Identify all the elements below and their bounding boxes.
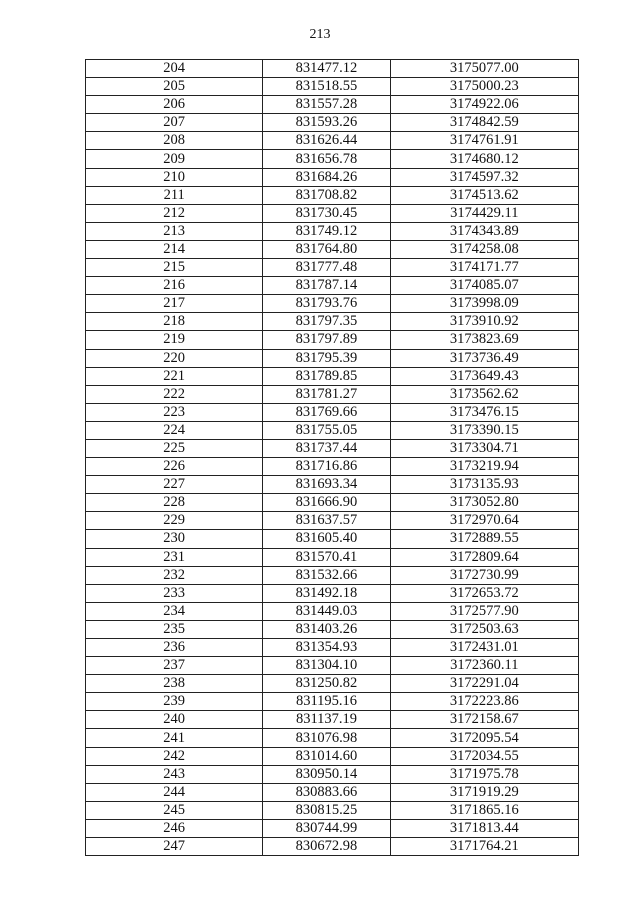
point-number-cell: 240 (86, 711, 263, 729)
table-row (86, 476, 579, 494)
y-coordinate-cell: 3173998.09 (390, 295, 578, 313)
x-coordinate-cell: 831755.05 (263, 421, 390, 439)
table-row (86, 747, 579, 765)
table-row (86, 78, 579, 96)
y-coordinate-cell: 3174597.32 (390, 168, 578, 186)
table-row (86, 60, 579, 78)
y-coordinate-cell: 3172431.01 (390, 639, 578, 657)
table-row (86, 657, 579, 675)
table-row (86, 421, 579, 439)
point-number-cell: 230 (86, 530, 263, 548)
y-coordinate-cell: 3172503.63 (390, 620, 578, 638)
table-row (86, 349, 579, 367)
x-coordinate-cell: 831787.14 (263, 277, 390, 295)
table-row (86, 114, 579, 132)
x-coordinate-cell: 831518.55 (263, 78, 390, 96)
point-number-cell: 227 (86, 476, 263, 494)
point-number-cell: 219 (86, 331, 263, 349)
table-row (86, 132, 579, 150)
x-coordinate-cell: 831605.40 (263, 530, 390, 548)
table-row (86, 222, 579, 240)
y-coordinate-cell: 3173135.93 (390, 476, 578, 494)
x-coordinate-cell: 831492.18 (263, 584, 390, 602)
x-coordinate-cell: 831777.48 (263, 259, 390, 277)
point-number-cell: 223 (86, 403, 263, 421)
y-coordinate-cell: 3172034.55 (390, 747, 578, 765)
point-number-cell: 211 (86, 186, 263, 204)
y-coordinate-cell: 3173910.92 (390, 313, 578, 331)
y-coordinate-cell: 3174761.91 (390, 132, 578, 150)
table-row (86, 204, 579, 222)
y-coordinate-cell: 3172809.64 (390, 548, 578, 566)
point-number-cell: 224 (86, 421, 263, 439)
table-row (86, 313, 579, 331)
table-row (86, 403, 579, 421)
x-coordinate-cell: 831626.44 (263, 132, 390, 150)
y-coordinate-cell: 3171813.44 (390, 819, 578, 837)
y-coordinate-cell: 3172291.04 (390, 675, 578, 693)
table-row (86, 458, 579, 476)
table-row (86, 675, 579, 693)
y-coordinate-cell: 3174842.59 (390, 114, 578, 132)
y-coordinate-cell: 3173736.49 (390, 349, 578, 367)
x-coordinate-cell: 831749.12 (263, 222, 390, 240)
point-number-cell: 244 (86, 783, 263, 801)
y-coordinate-cell: 3174258.08 (390, 240, 578, 258)
y-coordinate-cell: 3173562.62 (390, 385, 578, 403)
x-coordinate-cell: 831781.27 (263, 385, 390, 403)
table-row (86, 783, 579, 801)
table-row (86, 331, 579, 349)
y-coordinate-cell: 3173052.80 (390, 494, 578, 512)
x-coordinate-cell: 831076.98 (263, 729, 390, 747)
x-coordinate-cell: 831737.44 (263, 439, 390, 457)
x-coordinate-cell: 831477.12 (263, 60, 390, 78)
x-coordinate-cell: 830672.98 (263, 838, 390, 856)
x-coordinate-cell: 831730.45 (263, 204, 390, 222)
x-coordinate-cell: 831557.28 (263, 96, 390, 114)
x-coordinate-cell: 830815.25 (263, 801, 390, 819)
y-coordinate-cell: 3174922.06 (390, 96, 578, 114)
point-number-cell: 236 (86, 639, 263, 657)
point-number-cell: 232 (86, 566, 263, 584)
table-row (86, 566, 579, 584)
y-coordinate-cell: 3173219.94 (390, 458, 578, 476)
coordinates-table (85, 59, 579, 856)
x-coordinate-cell: 831789.85 (263, 367, 390, 385)
point-number-cell: 205 (86, 78, 263, 96)
point-number-cell: 218 (86, 313, 263, 331)
x-coordinate-cell: 831195.16 (263, 693, 390, 711)
table-row (86, 295, 579, 313)
y-coordinate-cell: 3173390.15 (390, 421, 578, 439)
x-coordinate-cell: 831764.80 (263, 240, 390, 258)
y-coordinate-cell: 3172095.54 (390, 729, 578, 747)
point-number-cell: 221 (86, 367, 263, 385)
point-number-cell: 210 (86, 168, 263, 186)
x-coordinate-cell: 830883.66 (263, 783, 390, 801)
y-coordinate-cell: 3171764.21 (390, 838, 578, 856)
table-row (86, 729, 579, 747)
y-coordinate-cell: 3172158.67 (390, 711, 578, 729)
y-coordinate-cell: 3171865.16 (390, 801, 578, 819)
table-row (86, 494, 579, 512)
x-coordinate-cell: 831570.41 (263, 548, 390, 566)
y-coordinate-cell: 3174680.12 (390, 150, 578, 168)
y-coordinate-cell: 3172223.86 (390, 693, 578, 711)
x-coordinate-cell: 831637.57 (263, 512, 390, 530)
y-coordinate-cell: 3172730.99 (390, 566, 578, 584)
coordinates-table-body (86, 60, 579, 856)
table-row (86, 693, 579, 711)
y-coordinate-cell: 3175000.23 (390, 78, 578, 96)
point-number-cell: 229 (86, 512, 263, 530)
y-coordinate-cell: 3173649.43 (390, 367, 578, 385)
point-number-cell: 231 (86, 548, 263, 566)
y-coordinate-cell: 3172889.55 (390, 530, 578, 548)
table-row (86, 639, 579, 657)
point-number-cell: 233 (86, 584, 263, 602)
point-number-cell: 212 (86, 204, 263, 222)
y-coordinate-cell: 3174085.07 (390, 277, 578, 295)
x-coordinate-cell: 831769.66 (263, 403, 390, 421)
x-coordinate-cell: 831250.82 (263, 675, 390, 693)
table-row (86, 277, 579, 295)
point-number-cell: 228 (86, 494, 263, 512)
x-coordinate-cell: 831656.78 (263, 150, 390, 168)
table-row (86, 801, 579, 819)
table-row (86, 620, 579, 638)
y-coordinate-cell: 3174171.77 (390, 259, 578, 277)
y-coordinate-cell: 3173823.69 (390, 331, 578, 349)
x-coordinate-cell: 830950.14 (263, 765, 390, 783)
y-coordinate-cell: 3173304.71 (390, 439, 578, 457)
x-coordinate-cell: 830744.99 (263, 819, 390, 837)
point-number-cell: 204 (86, 60, 263, 78)
table-row (86, 367, 579, 385)
y-coordinate-cell: 3172970.64 (390, 512, 578, 530)
point-number-cell: 225 (86, 439, 263, 457)
y-coordinate-cell: 3172360.11 (390, 657, 578, 675)
table-row (86, 512, 579, 530)
y-coordinate-cell: 3174343.89 (390, 222, 578, 240)
table-row (86, 259, 579, 277)
table-row (86, 186, 579, 204)
x-coordinate-cell: 831593.26 (263, 114, 390, 132)
x-coordinate-cell: 831693.34 (263, 476, 390, 494)
point-number-cell: 237 (86, 657, 263, 675)
y-coordinate-cell: 3174513.62 (390, 186, 578, 204)
x-coordinate-cell: 831797.35 (263, 313, 390, 331)
point-number-cell: 217 (86, 295, 263, 313)
table-row (86, 168, 579, 186)
x-coordinate-cell: 831014.60 (263, 747, 390, 765)
x-coordinate-cell: 831449.03 (263, 602, 390, 620)
point-number-cell: 242 (86, 747, 263, 765)
table-row (86, 548, 579, 566)
table-row (86, 819, 579, 837)
point-number-cell: 238 (86, 675, 263, 693)
table-row (86, 711, 579, 729)
x-coordinate-cell: 831137.19 (263, 711, 390, 729)
y-coordinate-cell: 3171975.78 (390, 765, 578, 783)
x-coordinate-cell: 831666.90 (263, 494, 390, 512)
x-coordinate-cell: 831684.26 (263, 168, 390, 186)
point-number-cell: 215 (86, 259, 263, 277)
point-number-cell: 235 (86, 620, 263, 638)
point-number-cell: 226 (86, 458, 263, 476)
y-coordinate-cell: 3172653.72 (390, 584, 578, 602)
point-number-cell: 245 (86, 801, 263, 819)
point-number-cell: 213 (86, 222, 263, 240)
page-number: 213 (309, 27, 331, 42)
point-number-cell: 216 (86, 277, 263, 295)
point-number-cell: 214 (86, 240, 263, 258)
x-coordinate-cell: 831532.66 (263, 566, 390, 584)
table-row (86, 602, 579, 620)
y-coordinate-cell: 3174429.11 (390, 204, 578, 222)
point-number-cell: 207 (86, 114, 263, 132)
point-number-cell: 247 (86, 838, 263, 856)
table-row (86, 96, 579, 114)
table-row (86, 530, 579, 548)
point-number-cell: 239 (86, 693, 263, 711)
point-number-cell: 234 (86, 602, 263, 620)
point-number-cell: 206 (86, 96, 263, 114)
x-coordinate-cell: 831354.93 (263, 639, 390, 657)
table-row (86, 385, 579, 403)
x-coordinate-cell: 831304.10 (263, 657, 390, 675)
table-row (86, 584, 579, 602)
table-row (86, 838, 579, 856)
y-coordinate-cell: 3173476.15 (390, 403, 578, 421)
table-row (86, 439, 579, 457)
table-row (86, 765, 579, 783)
x-coordinate-cell: 831793.76 (263, 295, 390, 313)
x-coordinate-cell: 831795.39 (263, 349, 390, 367)
point-number-cell: 246 (86, 819, 263, 837)
table-row (86, 150, 579, 168)
x-coordinate-cell: 831716.86 (263, 458, 390, 476)
y-coordinate-cell: 3175077.00 (390, 60, 578, 78)
point-number-cell: 241 (86, 729, 263, 747)
y-coordinate-cell: 3172577.90 (390, 602, 578, 620)
point-number-cell: 222 (86, 385, 263, 403)
table-row (86, 240, 579, 258)
x-coordinate-cell: 831708.82 (263, 186, 390, 204)
point-number-cell: 220 (86, 349, 263, 367)
point-number-cell: 208 (86, 132, 263, 150)
point-number-cell: 243 (86, 765, 263, 783)
x-coordinate-cell: 831403.26 (263, 620, 390, 638)
y-coordinate-cell: 3171919.29 (390, 783, 578, 801)
x-coordinate-cell: 831797.89 (263, 331, 390, 349)
point-number-cell: 209 (86, 150, 263, 168)
